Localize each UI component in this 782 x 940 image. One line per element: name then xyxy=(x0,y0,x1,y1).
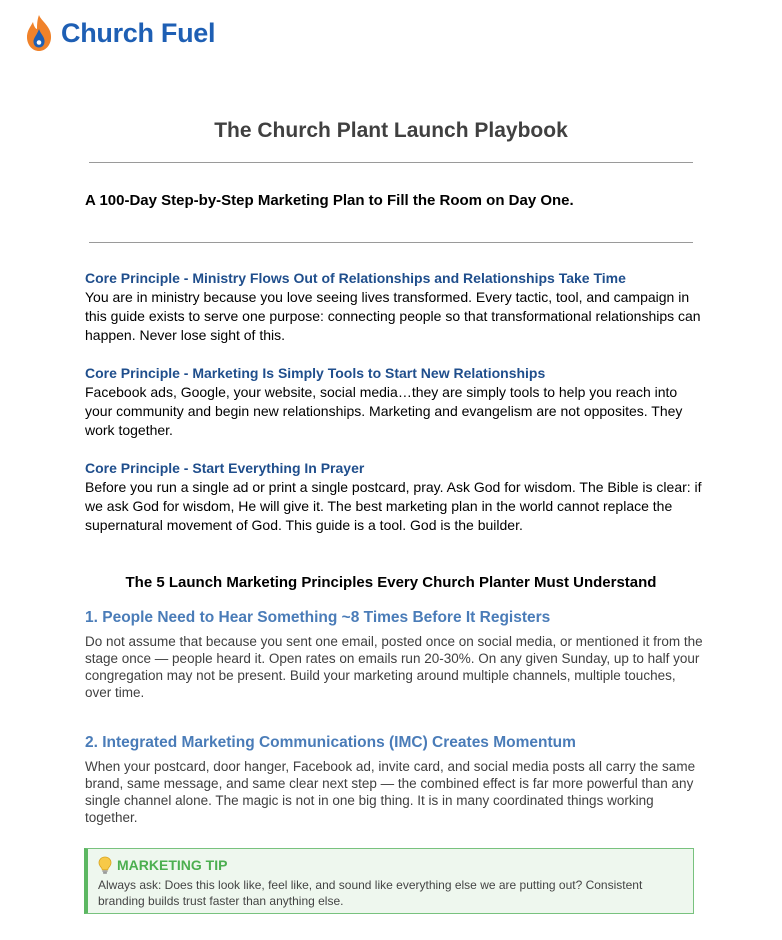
tip-header xyxy=(98,856,683,874)
core-principle xyxy=(85,364,705,440)
principle-heading: Core Principle - Start Everything In Prayer xyxy=(85,460,365,476)
tip-label: MARKETING TIP xyxy=(117,857,228,873)
flame-icon xyxy=(25,14,53,52)
principle-body: Before you run a single ad or print a single postcard, pray. Ask God for wisdom. The Bible is clear: if we ask God for wisdom, He will give it. The best marketing plan in the world cannot replace the supernatural movement of God. This guide is a tool. God is the builder. xyxy=(85,479,702,533)
numbered-principle xyxy=(85,608,705,701)
numbered-heading: 2. Integrated Marketing Communications (IMC) Creates Momentum xyxy=(85,734,576,751)
core-principle xyxy=(85,459,705,535)
divider xyxy=(89,242,693,243)
numbered-principle xyxy=(85,733,705,826)
marketing-tip-callout xyxy=(84,848,694,914)
principle-heading: Core Principle - Ministry Flows Out of Relationships and Relationships Take Time xyxy=(85,270,626,286)
page-title: The Church Plant Launch Playbook xyxy=(214,119,568,142)
page-subtitle: A 100-Day Step-by-Step Marketing Plan to Fill the Room on Day One. xyxy=(85,192,574,209)
principle-body: Facebook ads, Google, your website, social media…they are simply tools to help you reach into your community and begin new relationships. Marketing and evangelism are not opposites. They work together. xyxy=(85,384,683,438)
numbered-body: When your postcard, door hanger, Facebook ad, invite card, and social media posts all carry the same brand, same message, and same clear next step — the combined effect is far more powerful than any single channel alone. The magic is not in one big thing. It is in many coordinated things working together. xyxy=(85,759,696,825)
principle-heading: Core Principle - Marketing Is Simply Tools to Start New Relationships xyxy=(85,365,546,381)
lightbulb-icon xyxy=(98,856,112,874)
numbered-heading: 1. People Need to Hear Something ~8 Times Before It Registers xyxy=(85,609,551,626)
numbered-body: Do not assume that because you sent one email, posted once on social media, or mentioned it from the stage once — people heard it. Open rates on emails run 20-30%. On any given Sunday, up to half your congregation may not be present. Build your marketing around multiple channels, multiple touches, over time. xyxy=(85,634,703,700)
principle-body: You are in ministry because you love seeing lives transformed. Every tactic, tool, and campaign in this guide exists to serve one purpose: connecting people so that transformational relationships can happen. Never lose sight of this. xyxy=(85,289,701,343)
section-title: The 5 Launch Marketing Principles Every Church Planter Must Understand xyxy=(125,574,657,591)
core-principle xyxy=(85,269,705,345)
divider xyxy=(89,162,693,163)
brand-logo xyxy=(25,14,215,52)
brand-name: Church Fuel xyxy=(61,17,216,48)
tip-body: Always ask: Does this look like, feel like, and sound like everything else we are putting out? Consistent branding builds trust faster than anything else. xyxy=(98,878,643,908)
